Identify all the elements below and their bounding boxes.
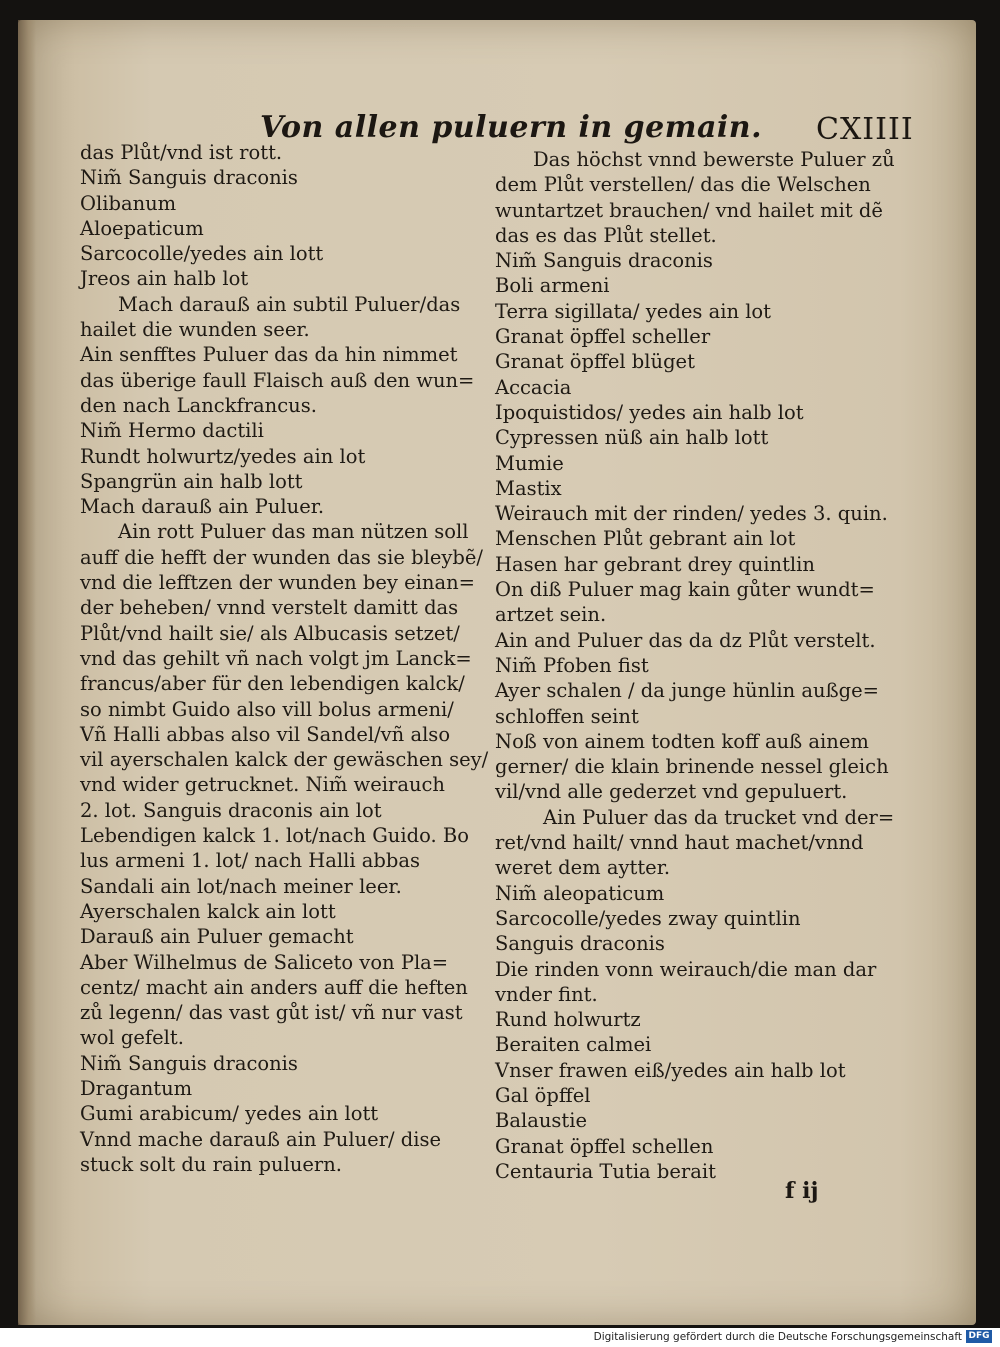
text-line: Ayerschalen kalck ain lott [80,899,336,923]
text-line: Sarcocolle/yedes ain lott [80,242,324,266]
text-line: Nim̃ Sanguis draconis [495,249,713,273]
text-line: Die rinden vonn weirauch/die man dar [495,957,877,981]
text-line: vnd wider getrucknet. Nim̃ weirauch [80,773,445,797]
text-line: den nach Lanckfrancus. [80,393,317,417]
text-line: Gumi arabicum/ yedes ain lott [80,1102,379,1126]
text-line: lus armeni 1. lot/ nach Halli abbas [80,849,420,873]
text-line: der beheben/ vnnd verstelt damitt das [80,596,459,620]
text-line: Boli armeni [495,274,610,298]
text-line: gerner/ die klain brinende nessel gleich [495,755,889,779]
folio-number: CXIIII [816,112,914,147]
text-line: Aber Wilhelmus de Saliceto von Pla= [80,950,449,974]
text-line: Rundt holwurtz/yedes ain lot [80,444,366,468]
text-line: Nim̃ aleopaticum [495,881,665,905]
text-line: Weirauch mit der rinden/ yedes 3. quin. [495,502,888,526]
running-head: Von allen puluern in gemain. [260,110,763,145]
text-line: so nimbt Guido also vill bolus armeni/ [80,697,454,721]
left-text-column [80,140,500,1177]
text-line: Granat öpffel schellen [495,1134,714,1158]
text-line: weret dem aytter. [495,856,671,880]
text-line: Cypressen nüß ain halb lott [495,426,769,450]
text-line: Mach darauß ain Puluer. [80,495,325,519]
text-line: Nim̃ Sanguis draconis [80,166,298,190]
text-line: artzet sein. [495,603,607,627]
text-line: Mumie [495,451,564,475]
text-line: Beraiten calmei [495,1033,652,1057]
text-line: Sandali ain lot/nach meiner leer. [80,874,402,898]
signature-mark: f ij [785,1178,819,1204]
text-line: Centauria Tutia berait [495,1159,716,1183]
text-line: Nim̃ Pfoben fist [495,653,649,677]
text-line: Vnser frawen eiß/yedes ain halb lot [495,1058,846,1082]
text-line: das Plůt/vnd ist rott. [80,141,283,164]
text-line: Sanguis draconis [495,932,665,956]
text-line: Lebendigen kalck 1. lot/nach Guido. Bo [80,824,469,848]
text-line: wuntartzet brauchen/ vnd hailet mit dẽ [495,198,883,222]
text-line: Noß von ainem todten koff auß ainem [495,729,869,753]
text-line: das überige faull Flaisch auß den wun= [80,368,475,392]
text-line: Vnnd mache darauß ain Puluer/ dise [80,1127,442,1151]
binding-edge [18,20,36,1325]
text-line: Sarcocolle/yedes zway quintlin [495,906,801,930]
text-line: Ain senfftes Puluer das da hin nimmet [80,343,458,367]
text-line: Mach darauß ain subtil Puluer/das [118,292,461,316]
text-line: Aloepaticum [80,216,204,240]
text-line: Gal öpffel [495,1083,591,1107]
digitization-credit: Digitalisierung gefördert durch die Deutsche Forschungsgemeinschaft [593,1331,962,1343]
text-line: On diß Puluer mag kain gůter wundt= [495,578,875,602]
text-line: Jreos ain halb lot [80,267,249,291]
text-line: Menschen Plůt gebrant ain lot [495,527,796,551]
text-line: vnd das gehilt vñ nach volgt jm Lanck= [80,646,472,670]
text-line: Mastix [495,476,562,500]
text-line: dem Plůt verstellen/ das die Welschen [495,173,871,197]
text-line: Darauß ain Puluer gemacht [80,925,354,949]
text-line: francus/aber für den lebendigen kalck/ [80,672,465,696]
text-line: Terra sigillata/ yedes ain lot [495,299,772,323]
text-line: vnder fint. [495,982,598,1006]
text-line: Ipoquistidos/ yedes ain halb lot [495,400,804,424]
text-line: Ain Puluer das da trucket vnd der= [543,805,895,829]
text-line: centz/ macht ain anders auff die heften [80,975,468,999]
text-line: vil ayerschalen kalck der gewäschen sey/ [80,748,489,772]
text-line: vil/vnd alle gederzet vnd gepuluert. [495,780,848,804]
text-line: Rund holwurtz [495,1008,641,1032]
text-line: Granat öpffel scheller [495,325,711,349]
text-line: Hasen har gebrant drey quintlin [495,552,815,576]
text-line: Nim̃ Hermo dactili [80,419,264,443]
text-line: Vñ Halli abbas also vil Sandel/vñ also [80,722,451,746]
text-line: stuck solt du rain puluern. [80,1152,342,1176]
text-line: Ayer schalen / da junge hünlin außge= [495,679,879,703]
text-line: Nim̃ Sanguis draconis [80,1051,298,1075]
text-line: Accacia [495,375,572,399]
right-text-column [495,147,925,1184]
text-line: Das höchst vnnd bewerste Puluer zů [533,148,895,171]
text-line: Dragantum [80,1076,193,1100]
text-line: wol gefelt. [80,1026,184,1050]
text-line: das es das Plůt stellet. [495,223,717,247]
text-line: Balaustie [495,1109,587,1133]
text-line: auff die hefft der wunden das sie bleybẽ/ [80,545,483,569]
text-line: hailet die wunden seer. [80,318,310,342]
text-line: Olibanum [80,191,177,215]
dfg-logo-icon: DFG [966,1330,992,1343]
text-line: Plůt/vnd hailt sie/ als Albucasis setzet/ [80,621,460,645]
text-line: Ain and Puluer das da dz Plůt verstelt. [495,628,876,652]
text-line: Spangrün ain halb lott [80,469,303,493]
text-line: vnd die lefftzen der wunden bey einan= [80,571,475,595]
text-line: zů legenn/ das vast gůt ist/ vñ nur vast [80,1001,463,1025]
text-line: 2. lot. Sanguis draconis ain lot [80,798,382,822]
text-line: ret/vnd hailt/ vnnd haut machet/vnnd [495,831,864,855]
text-line: Granat öpffel blüget [495,350,695,374]
text-line: Ain rott Puluer das man nützen soll [118,520,469,544]
text-line: schloffen seint [495,704,639,728]
